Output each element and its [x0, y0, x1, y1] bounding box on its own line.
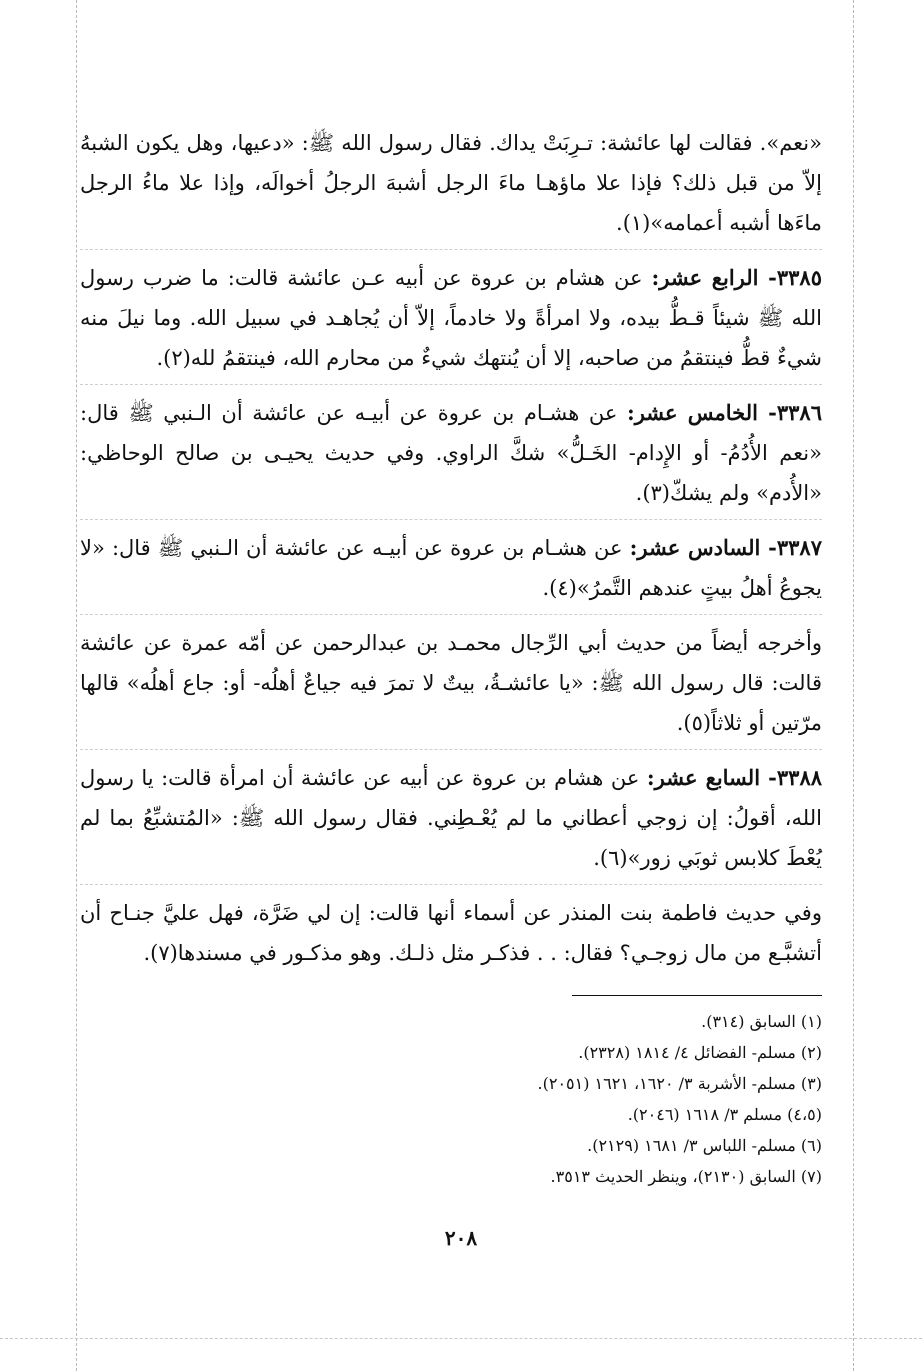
hadith-3386	[80, 393, 822, 513]
hadith-heading: ٣٣٨٦- الخامس عشر:	[626, 400, 822, 425]
footnote-1: (١) السابق (٣١٤).	[701, 1012, 822, 1031]
paragraph-text: «نعم». فقالت لها عائشة: تـرِبَتْ يداك. فقال رسول الله ﷺ: «دعيها، وهل يكون الشبهُ إلاّ من قبل ذلك؟ فإذا علا ماؤهـا ماءَ الرجل أشبهَ الرجلُ أخوالَه، وإذا علا ماءُ الرجل ماءَها أشبه أعمامه»(١).	[80, 131, 822, 235]
guide-line-right	[853, 0, 854, 1371]
hadith-text: عن هشـام بن عروة عن أبيـه عن عائشة أن الـنبي ﷺ قال: «نعم الأُدُمُ- أو الإِدام- الخَـلُّ» شكَّ الراوي. وفي حديث يحيـى بن صالح الوحاظي: «الأُدم» ولم يشكّ(٣).	[80, 401, 822, 505]
hadith-text: عن هشـام بن عروة عن أبيـه عن عائشة أن الـنبي ﷺ قال: «لا يجوعُ أهلُ بيتٍ عندهم التَّمرُ»(٤).	[80, 536, 822, 600]
hadith-heading: ٣٣٨٨- السابع عشر:	[646, 765, 823, 790]
footnote-2: (٢) مسلم- الفضائل ٤/ ١٨١٤ (٢٣٢٨).	[578, 1043, 822, 1062]
footnote-4-5: (٤،٥) مسلم ٣/ ١٦١٨ (٢٠٤٦).	[627, 1105, 822, 1124]
hadith-heading: ٣٣٨٧- السادس عشر:	[629, 535, 822, 560]
footnote-3: (٣) مسلم- الأشربة ٣/ ١٦٢٠، ١٦٢١ (٢٠٥١).	[537, 1074, 822, 1093]
hadith-3385	[80, 258, 822, 378]
separator	[80, 384, 822, 385]
guide-line-left	[76, 0, 77, 1371]
hadith-text: عن هشام بن عروة عن أبيه عـن عائشة قالت: ما ضرب رسول الله ﷺ شيئاً قـطُّ بيده، ولا امرأةً ولا خادماً، إلاّ أن يُجاهـد في سبيل الله. وما نيلَ منه شيءٌ قطُّ فينتقمُ من صاحبه، إلا أن يُنتهك شيءٌ من محارم الله، فينتقمُ لله(٢).	[80, 266, 822, 370]
paragraph-5	[80, 623, 822, 743]
separator	[80, 614, 822, 615]
hadith-text: عن هشام بن عروة عن أبيه عن عائشة أن امرأة قالت: يا رسول الله، أقولُ: إن زوجي أعطاني ما لم يُعْـطِني. فقال رسول الله ﷺ: «المُتشبِّعُ بما لم يُعْطَ كلابس ثوبَي زور»(٦).	[80, 766, 822, 870]
paragraph-text: وأخرجه أيضاً من حديث أبي الرِّجال محمـد بن عبدالرحمن عن أمّه عمرة عن عائشة قالت: قال رسول الله ﷺ: «يا عائشـةُ، بيتٌ لا تمرَ فيه جياعٌ أهلُه- أو: جاع أهلُه» قالها مرّتين أو ثلاثاً(٥).	[80, 631, 822, 735]
paragraph-7	[80, 893, 822, 973]
footnote-7: (٧) السابق (٢١٣٠)، وينظر الحديث ٣٥١٣.	[550, 1167, 822, 1186]
page-number: ٢٠٨	[444, 1226, 478, 1250]
hadith-3387	[80, 528, 822, 608]
separator	[80, 519, 822, 520]
guide-line-bottom	[0, 1338, 922, 1339]
footnotes	[80, 1006, 822, 1192]
footnote-6: (٦) مسلم- اللباس ٣/ ١٦٨١ (٢١٢٩).	[587, 1136, 822, 1155]
footnote-rule	[572, 995, 822, 996]
paragraph-1	[80, 123, 822, 243]
separator	[80, 884, 822, 885]
paragraph-text: وفي حديث فاطمة بنت المنذر عن أسماء أنها قالت: إن لي ضَرَّة، فهل عليَّ جنـاح أن أتشبَّـع من مال زوجـي؟ فقال: . . فذكـر مثل ذلـك. وهو مذكـور في مسندها(٧).	[80, 901, 822, 965]
hadith-3388	[80, 758, 822, 878]
separator	[80, 749, 822, 750]
page-body	[80, 123, 822, 1192]
separator	[80, 249, 822, 250]
hadith-heading: ٣٣٨٥- الرابع عشر:	[651, 265, 822, 290]
